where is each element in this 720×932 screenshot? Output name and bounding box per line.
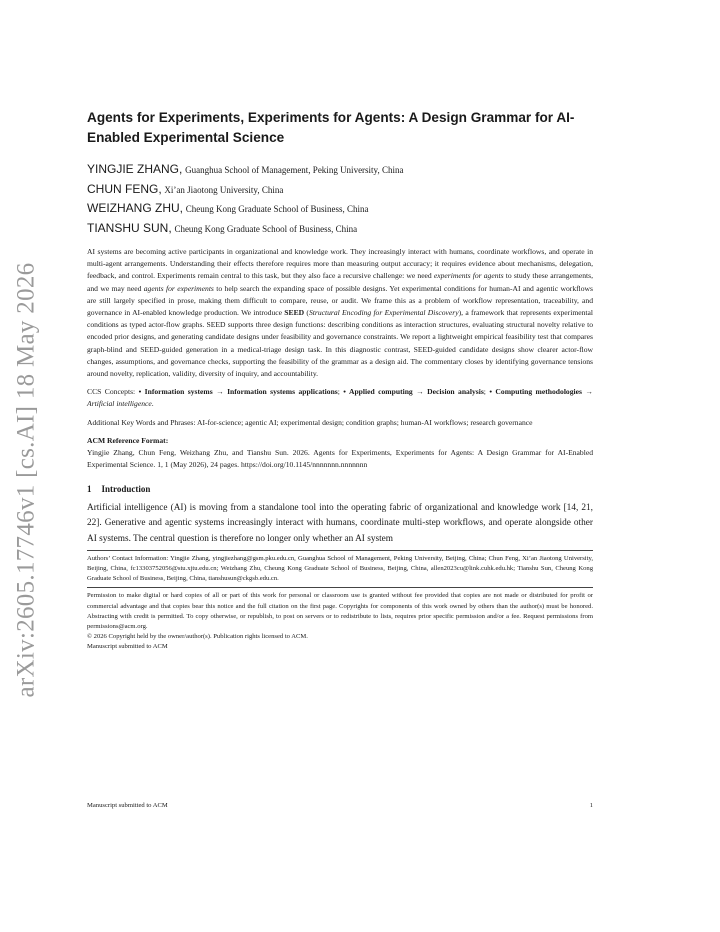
paper-title: Agents for Experiments, Experiments for Agents: A Design Grammar for AI-Enabled Experimental Science — [87, 110, 575, 145]
arxiv-identifier: arXiv:2605.17746v1 [cs.AI] 18 May 2026 — [12, 262, 40, 698]
author-affiliation: Cheung Kong Graduate School of Business, China — [185, 204, 369, 214]
abstract-text: ( — [304, 308, 309, 318]
ccs-concept: • Information systems → Information systems applications — [138, 387, 338, 397]
abstract-emphasis: Structural Encoding for Experimental Discovery — [308, 308, 459, 318]
ccs-label: CCS Concepts: — [87, 387, 139, 397]
abstract-text: ), a framework that represents experimental conditions as typed actor-flow graphs. SEED supports three design functions: describing conditions as interaction structures, evaluating structural novelty relative to encoded prior designs, and generating candidate designs under feasibility and governance constraints. We report a lightweight empirical feasibility test that compares graph-blind and SEED-guided generation in a medical-triage design task. In this diagnostic contrast, SEED-guided candidate designs show clearer actor-flow changes, assumptions, and governance checks, supporting the feasibility of the grammar as a design aid. The commentary closes by identifying governance tensions around novelty, replication, validity, diversity of inquiry, and accountability. — [87, 308, 593, 379]
footnote-divider — [87, 550, 593, 551]
section-number: 1 — [87, 484, 92, 495]
author-entry — [87, 160, 593, 180]
footnote-divider — [87, 587, 593, 588]
author-affiliation: Xi’an Jiaotong University, China — [164, 184, 284, 195]
author-name: CHUN FENG, — [87, 181, 162, 196]
abstract-text: AI systems are becoming active participants in organizational and knowledge work. They increasingly interact with humans, coordinate workflows, and operate in multi-agent arrangements. Understanding their effects therefore requires more than measuring output accuracy; it requires evidence about mechanisms, delegation, feedback, and control. Experiments remain central to this task, but they also face a recursive challenge: we need — [87, 247, 593, 281]
ccs-subconcept: Artificial intelligence — [87, 399, 152, 409]
ccs-concept: • Applied computing → Decision analysis — [343, 387, 484, 397]
ccs-separator: ; — [337, 387, 344, 397]
permission-notice: Permission to make digital or hard copies of all or part of this work for personal or classroom use is granted without fee provided that copies are not made or distributed for profit or commercial advantage and that copies bear this notice and the full citation on the first page. Copyrights for components of this work owned by others than the author(s) must be honored. Abstracting with credit is permitted. To copy otherwise, or republish, to post on servers or to redistribute to lists, requires prior specific permission and/or a fee. Request permissions from permissions@acm.org. — [87, 592, 593, 631]
page-footer — [87, 802, 593, 809]
section-title: Introduction — [101, 484, 151, 495]
abstract-framework-name: SEED — [284, 308, 305, 318]
intro-paragraph: Artificial intelligence (AI) is moving from a standalone tool into the operating fabric of organizational and knowledge work [14, 21, 22]. Generative and agentic systems increasingly interact with humans, coordinate multi-step workflows, and operate alongside other AI systems. The central question is therefore no longer only whether an AI system — [87, 503, 593, 544]
author-affiliation: Cheung Kong Graduate School of Business, China — [174, 223, 358, 234]
paper-page — [87, 108, 593, 653]
ccs-concept: • Computing methodologies — [489, 387, 582, 397]
ccs-end: . — [151, 399, 154, 409]
section-heading — [87, 483, 593, 495]
abstract — [87, 246, 593, 380]
submission-note: Manuscript submitted to ACM — [87, 643, 168, 651]
author-affiliation: Guanghua School of Management, Peking University, China — [185, 165, 404, 175]
author-name: TIANSHU SUN, — [87, 220, 172, 235]
author-contact-info: Authors’ Contact Information: Yingjie Zhang, yingjiezhang@gsm.pku.edu.cn, Guanghua School of Management, Peking University, Beijing, China; Chun Feng, Xi’an Jiaotong University, Beijing, China, fc13303752056@stu.xjtu.edu.cn; Weizhang Zhu, Cheung Kong Graduate School of Business, Beijing, China, allen2023cu@link.cuhk.edu.hk; Tianshu Sun, Cheung Kong Graduate School of Business, Beijing, China, tianshusun@ckgsb.edu.cn. — [87, 554, 593, 583]
arxiv-sidebar — [8, 262, 44, 698]
abstract-text: to help search the expanding space of possible designs. Yet experimental conditions for human-AI and agentic workflows are still largely specified in prose, making them difficult to compare, reuse, or audit. We frame this as a problem of workflow representation, traceability, and governance in AI-enabled knowledge production. We introduce — [87, 283, 593, 318]
abstract-emphasis: experiments for agents — [433, 271, 504, 281]
author-entry — [87, 199, 593, 219]
author-entry — [87, 180, 593, 200]
abstract-text: to study these arrangements, and we may need — [87, 271, 593, 293]
acm-reference-heading: ACM Reference Format: — [87, 435, 169, 445]
footer-submission-text: Manuscript submitted to ACM — [87, 802, 168, 809]
author-name: WEIZHANG ZHU, — [87, 201, 183, 215]
ccs-arrow: → — [581, 387, 593, 397]
author-entry — [87, 219, 593, 239]
ccs-concepts — [87, 386, 593, 410]
acm-reference-text: Yingjie Zhang, Chun Feng, Weizhang Zhu, and Tianshu Sun. 2026. Agents for Experiments, Experiments for Agents: A Design Grammar for AI-Enabled Experimental Science. 1, 1 (May 2026), 24 pages. https://doi.org/10.1145/nnnnnnn.nnnnnnn — [87, 447, 593, 470]
keywords: Additional Key Words and Phrases: AI-for-science; agentic AI; experimental design; condition graphs; human-AI workflows; research governance — [87, 417, 533, 427]
author-list — [87, 160, 593, 238]
copyright-notice: © 2026 Copyright held by the owner/author(s). Publication rights licensed to ACM. — [87, 633, 308, 641]
page-number: 1 — [589, 802, 593, 809]
abstract-emphasis: agents for experiments — [143, 283, 214, 293]
ccs-separator: ; — [483, 387, 490, 397]
author-name: YINGJIE ZHANG, — [87, 162, 183, 176]
